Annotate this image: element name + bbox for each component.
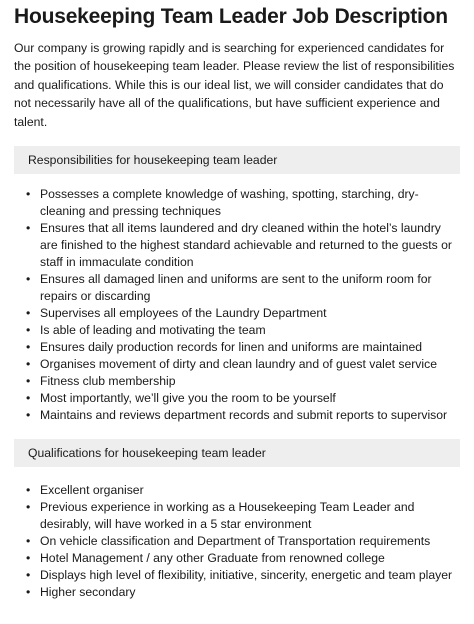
qualifications-header: Qualifications for housekeeping team leader — [14, 439, 460, 467]
list-item-text: Higher secondary — [40, 585, 136, 600]
responsibilities-list — [14, 186, 460, 424]
list-item-text: On vehicle classification and Department of Transportation requirements — [40, 534, 431, 549]
list-item — [14, 550, 460, 567]
bullet-icon: • — [26, 408, 31, 423]
list-item-text: Previous experience in working as a Housekeeping Team Leader and desirably, will have worked in a 5 star environment — [40, 500, 415, 532]
list-item — [14, 499, 460, 533]
bullet-icon: • — [26, 534, 31, 549]
bullet-icon: • — [26, 272, 31, 287]
bullet-icon: • — [26, 374, 31, 389]
list-item-text: Supervises all employees of the Laundry Department — [40, 306, 327, 321]
list-item-text: Hotel Management / any other Graduate from renowned college — [40, 551, 385, 566]
bullet-icon: • — [26, 568, 31, 583]
bullet-icon: • — [26, 340, 31, 355]
list-item — [14, 305, 460, 322]
list-item-text: Excellent organiser — [40, 483, 144, 498]
list-item — [14, 533, 460, 550]
list-item — [14, 356, 460, 373]
bullet-icon: • — [26, 391, 31, 406]
list-item — [14, 584, 460, 601]
list-item-text: Maintains and reviews department records and submit reports to supervisor — [40, 408, 448, 423]
intro-paragraph: Our company is growing rapidly and is searching for experienced candidates for the position of housekeeping team leader. Please review the list of responsibilities and qualifications. While this is our ideal list, we will consider candidates that do not necessarily have all of the qualifications, but have sufficient experience and talent. — [14, 41, 455, 129]
list-item — [14, 322, 460, 339]
list-item-text: Fitness club membership — [40, 374, 176, 389]
list-item — [14, 390, 460, 407]
page-title: Housekeeping Team Leader Job Description — [14, 5, 448, 28]
list-item — [14, 407, 460, 424]
responsibilities-header: Responsibilities for housekeeping team leader — [14, 146, 460, 174]
list-item-text: Organises movement of dirty and clean laundry and of guest valet service — [40, 357, 437, 372]
qualifications-list — [14, 482, 460, 601]
list-item-text: Ensures all damaged linen and uniforms are sent to the uniform room for repairs or discarding — [40, 272, 432, 304]
bullet-icon: • — [26, 187, 31, 202]
bullet-icon: • — [26, 585, 31, 600]
list-item-text: Ensures daily production records for linen and uniforms are maintained — [40, 340, 423, 355]
bullet-icon: • — [26, 306, 31, 321]
list-item — [14, 567, 460, 584]
bullet-icon: • — [26, 323, 31, 338]
bullet-icon: • — [26, 551, 31, 566]
list-item — [14, 373, 460, 390]
list-item-text: Possesses a complete knowledge of washing, spotting, starching, dry-cleaning and pressing techniques — [40, 187, 419, 219]
list-item — [14, 271, 460, 305]
bullet-icon: • — [26, 357, 31, 372]
list-item-text: Ensures that all items laundered and dry cleaned within the hotel’s laundry are finished to the highest standard achievable and returned to the guests or staff in immaculate condition — [40, 221, 452, 270]
bullet-icon: • — [26, 500, 31, 515]
bullet-icon: • — [26, 483, 31, 498]
list-item-text: Is able of leading and motivating the team — [40, 323, 266, 338]
list-item — [14, 339, 460, 356]
list-item-text: Most importantly, we’ll give you the room to be yourself — [40, 391, 336, 406]
list-item — [14, 220, 460, 271]
list-item — [14, 186, 460, 220]
list-item — [14, 482, 460, 499]
bullet-icon: • — [26, 221, 31, 236]
list-item-text: Displays high level of flexibility, initiative, sincerity, energetic and team player — [40, 568, 453, 583]
